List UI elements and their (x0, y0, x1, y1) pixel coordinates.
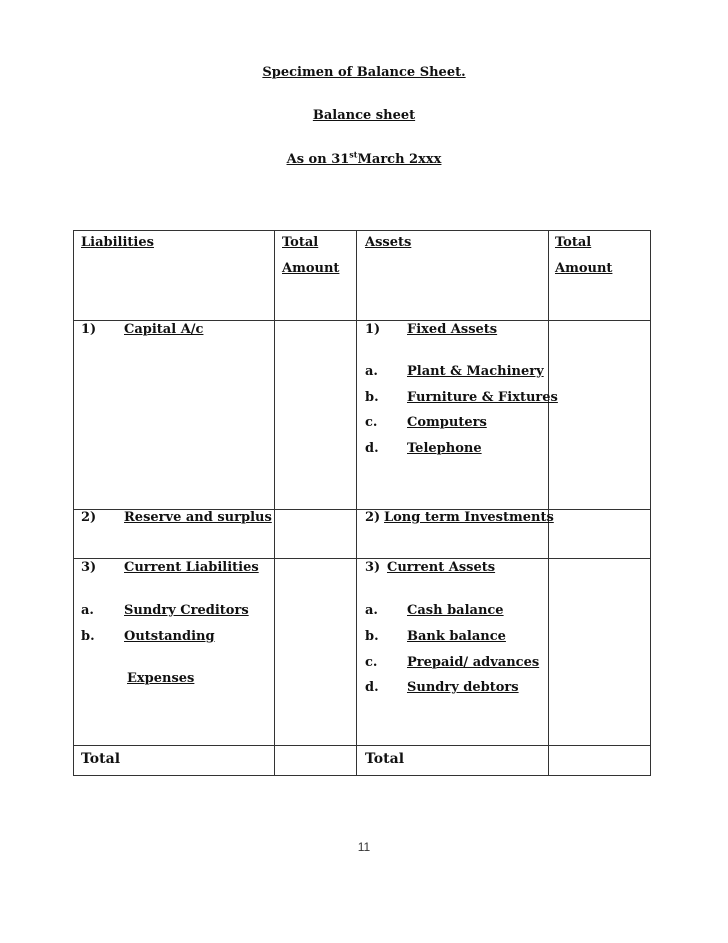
total-liabilities-label: Total (81, 751, 121, 767)
row-divider (74, 745, 650, 746)
header-total-assets: Total (555, 235, 592, 250)
header-amount-assets: Amount (555, 261, 613, 276)
cash-balance-label: Cash balance (407, 603, 504, 618)
fixed-assets-label: Fixed Assets (407, 322, 498, 337)
sundry-creditors-label: Sundry Creditors (124, 603, 249, 618)
row-divider (74, 558, 650, 559)
page-number: 11 (357, 840, 371, 854)
date-line: As on 31stMarch 2xxx (286, 150, 442, 168)
bank-balance-label: Bank balance (407, 629, 506, 644)
current-assets-label: Current Assets (387, 560, 496, 575)
prepaid-number: c. (365, 655, 378, 670)
computers-label: Computers (407, 415, 487, 430)
header-assets: Assets (365, 235, 412, 250)
capital-number: 1) (81, 322, 97, 337)
current-liabilities-label: Current Liabilities (124, 560, 259, 575)
telephone-number: d. (365, 441, 379, 456)
furniture-number: b. (365, 390, 379, 405)
fixed-assets-number: 1) (365, 322, 381, 337)
expenses-label: Expenses (127, 671, 195, 686)
total-assets-label: Total (365, 751, 405, 767)
bank-number: b. (365, 629, 379, 644)
current-assets-number: 3) (365, 560, 381, 575)
column-divider (274, 231, 275, 775)
document-title: Specimen of Balance Sheet. (262, 65, 466, 80)
balance-sheet-table (73, 230, 651, 776)
computers-number: c. (365, 415, 378, 430)
balance-sheet-subtitle: Balance sheet (312, 108, 416, 123)
row-divider (74, 320, 650, 321)
column-divider (356, 231, 357, 775)
outstanding-label: Outstanding (124, 629, 215, 644)
prepaid-advances-label: Prepaid/ advances (407, 655, 540, 670)
header-liabilities: Liabilities (81, 235, 154, 250)
cash-number: a. (365, 603, 378, 618)
creditors-number: a. (81, 603, 94, 618)
column-divider (548, 231, 549, 775)
header-amount-liabilities: Amount (282, 261, 340, 276)
telephone-label: Telephone (407, 441, 482, 456)
outstanding-number: b. (81, 629, 95, 644)
plant-number: a. (365, 364, 378, 379)
capital-account-label: Capital A/c (124, 322, 204, 337)
long-term-investments-label: Long term Investments (384, 510, 554, 525)
plant-machinery-label: Plant & Machinery (407, 364, 544, 379)
debtors-number: d. (365, 680, 379, 695)
header-total-liabilities: Total (282, 235, 319, 250)
investments-number: 2) (365, 510, 381, 525)
furniture-fixtures-label: Furniture & Fixtures (407, 390, 558, 405)
reserve-number: 2) (81, 510, 97, 525)
current-liabilities-number: 3) (81, 560, 97, 575)
sundry-debtors-label: Sundry debtors (407, 680, 519, 695)
reserve-surplus-label: Reserve and surplus (124, 510, 272, 525)
